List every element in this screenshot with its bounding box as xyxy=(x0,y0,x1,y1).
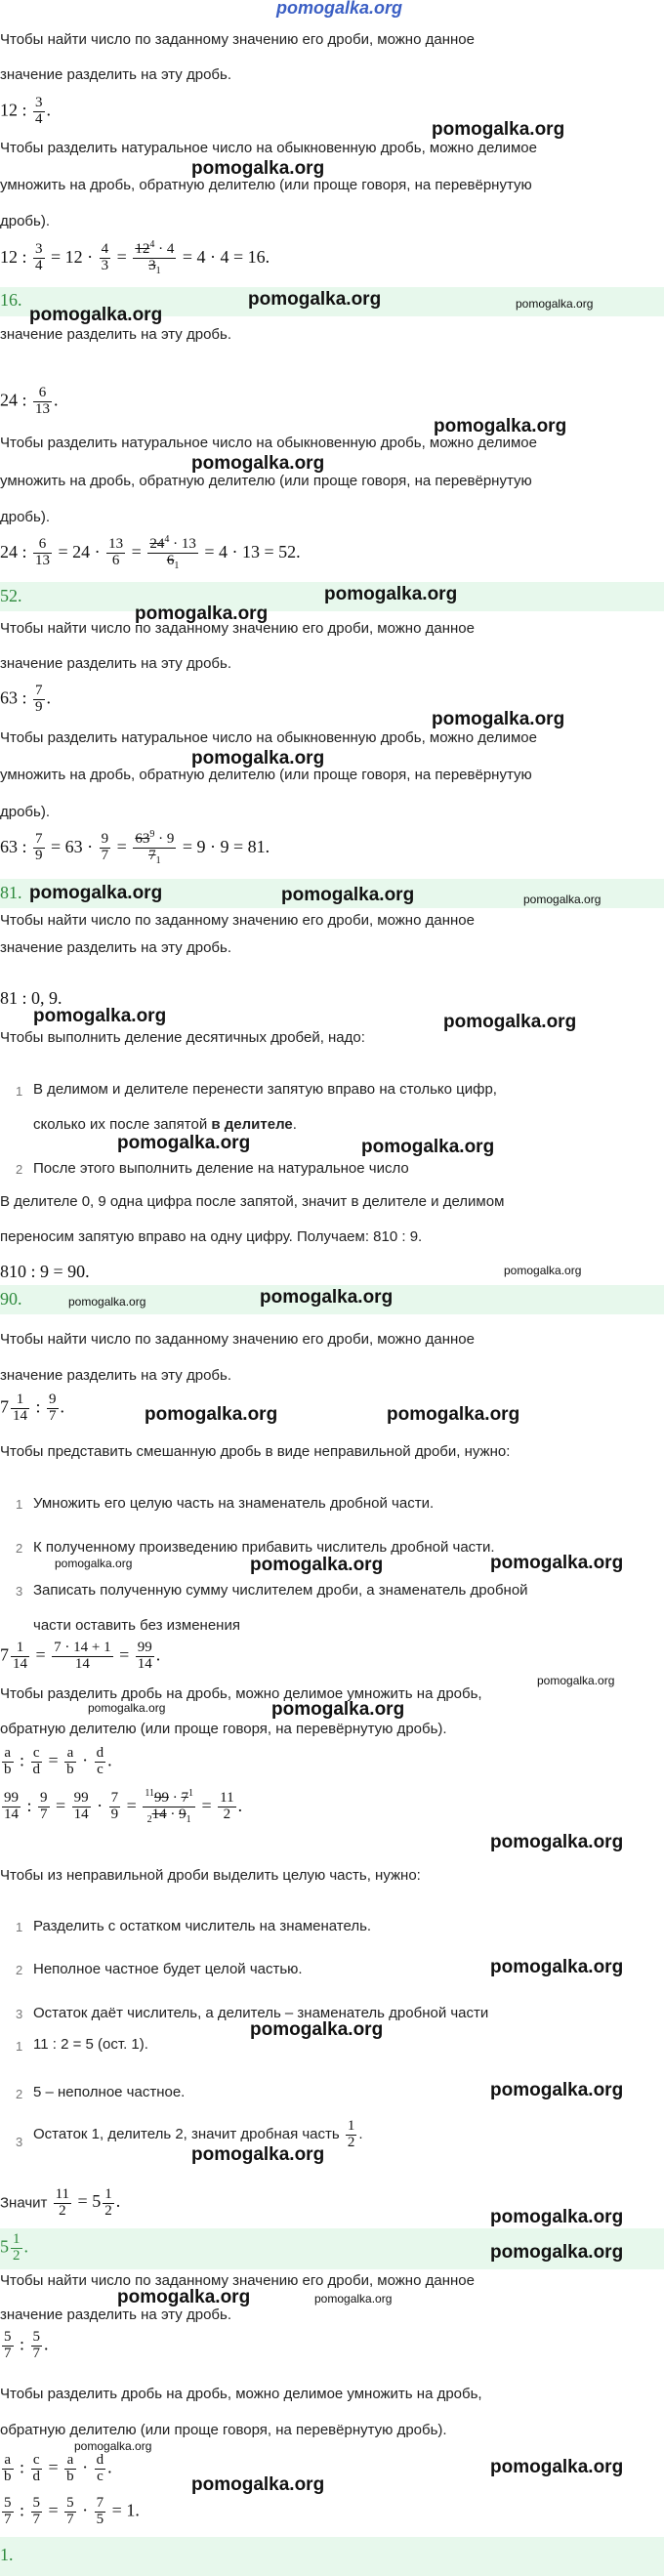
watermark: pomogalka.org xyxy=(55,1557,133,1570)
watermark: pomogalka.org xyxy=(443,1012,577,1032)
formula: $\frac{a}{b}$ : $\frac{c}{d}$ = $\frac{a}{b}$ · $\frac{d}{c}$ . xyxy=(4,1745,112,1777)
rule-text: умножить на дробь, обратную делителю (или проще говоря, на перевёрнутую xyxy=(0,177,532,193)
solution-expression: $\frac{99}{14}$ : $\frac{9}{7}$ = $\frac{99}{14}$ · $\frac{7}{9}$ = $\frac{^{11}99 \cdot 7^1}{_214 \cdot 9_1}$ = $\frac{11}{2}$ . xyxy=(4,1788,243,1825)
list-item: Записать полученную сумму числителем дроби, а знаменатель дробной xyxy=(33,1582,528,1599)
watermark: pomogalka.org xyxy=(191,158,325,179)
watermark: pomogalka.org xyxy=(490,1957,624,1977)
watermark: pomogalka.org xyxy=(145,1404,278,1425)
list-item: Разделить с остатком числитель на знаменатель. xyxy=(33,1918,372,1934)
list-item: В делимом и делителе перенести запятую вправо на столько цифр, xyxy=(33,1081,497,1098)
rule-text: Чтобы из неправильной дроби выделить целую часть, нужно: xyxy=(0,1867,421,1884)
list-number: 1 xyxy=(16,1497,23,1512)
explanation: переносим запятую вправо на одну цифру. Получаем: 810 : 9. xyxy=(0,1228,423,1245)
list-item: Умножить его целую часть на знаменатель дробной части. xyxy=(33,1495,435,1512)
rule-text: Чтобы разделить натуральное число на обыкновенную дробь, можно делимое xyxy=(0,435,537,451)
rule-text: умножить на дробь, обратную делителю (или проще говоря, на перевёрнутую xyxy=(0,473,532,489)
watermark: pomogalka.org xyxy=(432,119,565,140)
watermark: pomogalka.org xyxy=(490,1553,624,1573)
watermark: pomogalka.org xyxy=(490,2242,624,2263)
expression: 7 $\frac{1}{14}$ : $\frac{9}{7}$ . xyxy=(0,1392,65,1424)
list-number: 2 xyxy=(16,2087,23,2101)
explanation: В делителе 0, 9 одна цифра после запятой, значит в делителе и делимом xyxy=(0,1193,505,1210)
conclusion: Значит $\frac{11}{2}$ = 5 $\frac{1}{2}$ . xyxy=(0,2186,121,2219)
rule-text: значение разделить на эту дробь. xyxy=(0,326,231,343)
watermark: pomogalka.org xyxy=(117,1133,251,1153)
answer: 90. xyxy=(0,1289,22,1309)
list-item: После этого выполнить деление на натуральное число xyxy=(33,1160,409,1177)
watermark: pomogalka.org xyxy=(191,453,325,474)
rule-text: Чтобы найти число по заданному значению его дроби, можно данное xyxy=(0,31,475,48)
watermark: pomogalka.org xyxy=(74,2439,152,2453)
watermark: pomogalka.org xyxy=(537,1674,615,1687)
rule-text: значение разделить на эту дробь. xyxy=(0,939,231,956)
rule-text: Чтобы разделить дробь на дробь, можно делимое умножить на дробь, xyxy=(0,2386,482,2402)
list-number: 2 xyxy=(16,1162,23,1177)
rule-text: Чтобы найти число по заданному значению его дроби, можно данное xyxy=(0,620,475,637)
expression: $\frac{5}{7}$ : $\frac{5}{7}$ . xyxy=(4,2329,49,2361)
solution-expression: 7 $\frac{1}{14}$ = $\frac{7 \cdot 14 + 1}{14}$ = $\frac{99}{14}$ . xyxy=(0,1640,161,1672)
solution-expression: 12 : $\frac{3}{4}$ = 12 · $\frac{4}{3}$ = $\frac{12^4 \cdot 4}{3_1}$ = 4 · 4 = 16. xyxy=(0,239,270,276)
watermark: pomogalka.org xyxy=(516,297,594,311)
rule-text: значение разделить на эту дробь. xyxy=(0,1367,231,1384)
watermark: pomogalka.org xyxy=(490,2457,624,2477)
list-number: 1 xyxy=(16,2039,23,2054)
formula: $\frac{a}{b}$ : $\frac{c}{d}$ = $\frac{a}{b}$ · $\frac{d}{c}$ . xyxy=(4,2452,112,2484)
rule-text: Чтобы представить смешанную дробь в виде неправильной дроби, нужно: xyxy=(0,1443,511,1460)
watermark: pomogalka.org xyxy=(260,1287,394,1308)
list-number: 3 xyxy=(16,1584,23,1599)
watermark: pomogalka.org xyxy=(434,416,567,436)
watermark: pomogalka.org xyxy=(191,2474,325,2495)
watermark: pomogalka.org xyxy=(432,709,565,729)
rule-text: дробь). xyxy=(0,213,51,229)
watermark: pomogalka.org xyxy=(68,1295,146,1309)
list-item: Остаток даёт числитель, а делитель – знаменатель дробной части xyxy=(33,2005,489,2021)
rule-text: Чтобы найти число по заданному значению его дроби, можно данное xyxy=(0,1331,475,1348)
watermark: pomogalka.org xyxy=(250,2019,384,2040)
watermark: pomogalka.org xyxy=(29,305,163,325)
answer-bar xyxy=(0,2537,664,2576)
list-item: сколько их после запятой в делителе. xyxy=(33,1116,297,1133)
solution-expression: 24 : $\frac{6}{13}$ = 24 · $\frac{13}{6}$ = $\frac{24^4 \cdot 13}{6_1}$ = 4 · 13 = 52. xyxy=(0,534,301,571)
expression: 81 : 0, 9. xyxy=(0,988,62,1008)
list-number: 1 xyxy=(16,1920,23,1934)
answer: 81. xyxy=(0,883,22,902)
watermark: pomogalka.org xyxy=(490,1832,624,1852)
watermark: pomogalka.org xyxy=(88,1701,166,1715)
calc-step: 5 – неполное частное. xyxy=(33,2084,186,2100)
watermark: pomogalka.org xyxy=(191,2144,325,2165)
list-number: 2 xyxy=(16,1963,23,1977)
rule-text: дробь). xyxy=(0,804,51,820)
rule-text: обратную делителю (или проще говоря, на перевёрнутую дробь). xyxy=(0,1721,447,1737)
watermark: pomogalka.org xyxy=(135,603,269,624)
watermark: pomogalka.org xyxy=(387,1404,520,1425)
rule-text: Чтобы выполнить деление десятичных дробей, надо: xyxy=(0,1029,365,1046)
watermark: pomogalka.org xyxy=(490,2207,624,2227)
rule-text: Чтобы разделить натуральное число на обыкновенную дробь, можно делимое xyxy=(0,729,537,746)
list-item: Неполное частное будет целой частью. xyxy=(33,1961,303,1977)
expression: 12 : $\frac{3}{4}$ . xyxy=(0,95,52,127)
answer: 5 $\frac{1}{2}$ . xyxy=(0,2231,28,2264)
solution-expression: $\frac{5}{7}$ : $\frac{5}{7}$ = $\frac{5}{7}$ · $\frac{7}{5}$ = 1. xyxy=(4,2495,140,2527)
watermark: pomogalka.org xyxy=(324,584,458,604)
rule-text: Чтобы разделить натуральное число на обыкновенную дробь, можно делимое xyxy=(0,140,537,156)
watermark: pomogalka.org xyxy=(117,2287,251,2307)
watermark: pomogalka.org xyxy=(271,1699,405,1720)
answer: 52. xyxy=(0,586,22,605)
calc-step: 11 : 2 = 5 (ост. 1). xyxy=(33,2036,148,2053)
rule-text: умножить на дробь, обратную делителю (или проще говоря, на перевёрнутую xyxy=(0,767,532,783)
watermark: pomogalka.org xyxy=(29,883,163,903)
watermark: pomogalka.org xyxy=(191,748,325,769)
list-number: 3 xyxy=(16,2135,23,2149)
watermark: pomogalka.org xyxy=(523,893,602,906)
calc-step: Остаток 1, делитель 2, значит дробная часть $\frac{1}{2}$ . xyxy=(33,2118,363,2150)
rule-text: значение разделить на эту дробь. xyxy=(0,66,231,83)
rule-text: значение разделить на эту дробь. xyxy=(0,655,231,672)
answer: 1. xyxy=(0,2545,14,2564)
watermark: pomogalka.org xyxy=(250,1555,384,1575)
list-item: части оставить без изменения xyxy=(33,1617,240,1634)
watermark: pomogalka.org xyxy=(281,885,415,905)
watermark: pomogalka.org xyxy=(314,2292,393,2306)
rule-text: дробь). xyxy=(0,509,51,525)
list-number: 1 xyxy=(16,1084,23,1099)
list-item: К полученному произведению прибавить числитель дробной части. xyxy=(33,1539,495,1556)
rule-text: Чтобы найти число по заданному значению его дроби, можно данное xyxy=(0,912,475,929)
rule-text: Чтобы найти число по заданному значению его дроби, можно данное xyxy=(0,2272,475,2289)
solution-expression: 63 : $\frac{7}{9}$ = 63 · $\frac{9}{7}$ = $\frac{63^9 \cdot 9}{7_1}$ = 9 · 9 = 81. xyxy=(0,829,270,866)
watermark: pomogalka.org xyxy=(33,1006,167,1026)
watermark: pomogalka.org xyxy=(490,2080,624,2100)
expression: 63 : $\frac{7}{9}$ . xyxy=(0,683,52,715)
site-logo[interactable]: pomogalka.org xyxy=(276,0,403,18)
list-number: 3 xyxy=(16,2007,23,2021)
answer: 16. xyxy=(0,290,22,310)
watermark: pomogalka.org xyxy=(504,1264,582,1277)
watermark: pomogalka.org xyxy=(361,1137,495,1157)
solution-expression: 810 : 9 = 90. xyxy=(0,1262,90,1281)
rule-text: значение разделить на эту дробь. xyxy=(0,2306,231,2323)
watermark: pomogalka.org xyxy=(248,289,382,310)
list-number: 2 xyxy=(16,1541,23,1556)
rule-text: Чтобы разделить дробь на дробь, можно делимое умножить на дробь, xyxy=(0,1685,482,1702)
expression: 24 : $\frac{6}{13}$ . xyxy=(0,385,59,417)
rule-text: обратную делителю (или проще говоря, на перевёрнутую дробь). xyxy=(0,2422,447,2438)
